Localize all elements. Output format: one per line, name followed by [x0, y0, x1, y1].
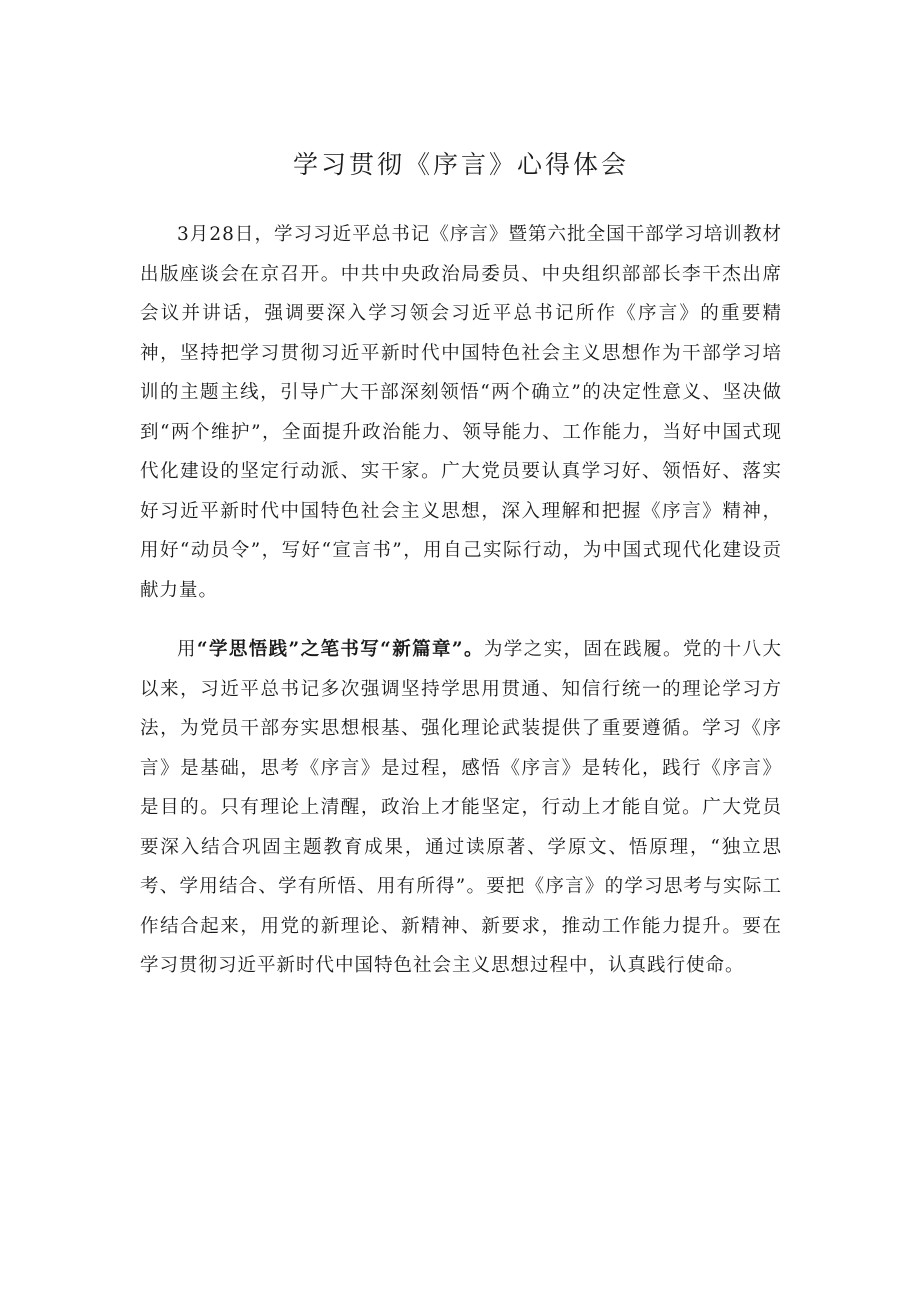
paragraph-2-body: 为学之实，固在践履。党的十八大以来，习近平总书记多次强调坚持学思用贯通、知信行统一的理论学习方法，为党员干部夯实思想根基、强化理论武装提供了重要遵循。学习《序言》是基础，思考《序言》是过程，感悟《序言》是转化，践行《序言》是目的。只有理论上清醒，政治上才能坚定，行动上才能自觉。广大党员要深入结合巩固主题教育成果，通过读原著、学原文、悟原理，“独立思考、学用结合、学有所悟、用有所得”。要把《序言》的学习思考与实际工作结合起来，用党的新理论、新精神、新要求，推动工作能力提升。要在学习贯彻习近平新时代中国特色社会主义思想过程中，认真践行使命。: [140, 639, 782, 976]
paragraph-1: 3月28日，学习习近平总书记《序言》暨第六批全国干部学习培训教材出版座谈会在京召开。中共中央政治局委员、中央组织部部长李干杰出席会议并讲话，强调要深入学习领会习近平总书记所作《序言》的重要精神，坚持把学习贯彻习近平新时代中国特色社会主义思想作为干部学习培训的主题主线，引导广大干部深刻领悟“两个确立”的决定性意义、坚决做到“两个维护”，全面提升政治能力、领导能力、工作能力，当好中国式现代化建设的坚定行动派、实干家。广大党员要认真学习好、领悟好、落实好习近平新时代中国特色社会主义思想，深入理解和把握《序言》精神，用好“动员令”，写好“宣言书”，用自己实际行动，为中国式现代化建设贡献力量。: [140, 224, 782, 601]
paragraph-2-prefix: 用: [177, 639, 197, 660]
paragraph-2: [140, 630, 782, 986]
paragraph-2-lead-heading: “学思悟践”之笔书写“新篇章”。: [196, 639, 484, 660]
document-title: 学习贯彻《序言》心得体会: [292, 150, 629, 179]
